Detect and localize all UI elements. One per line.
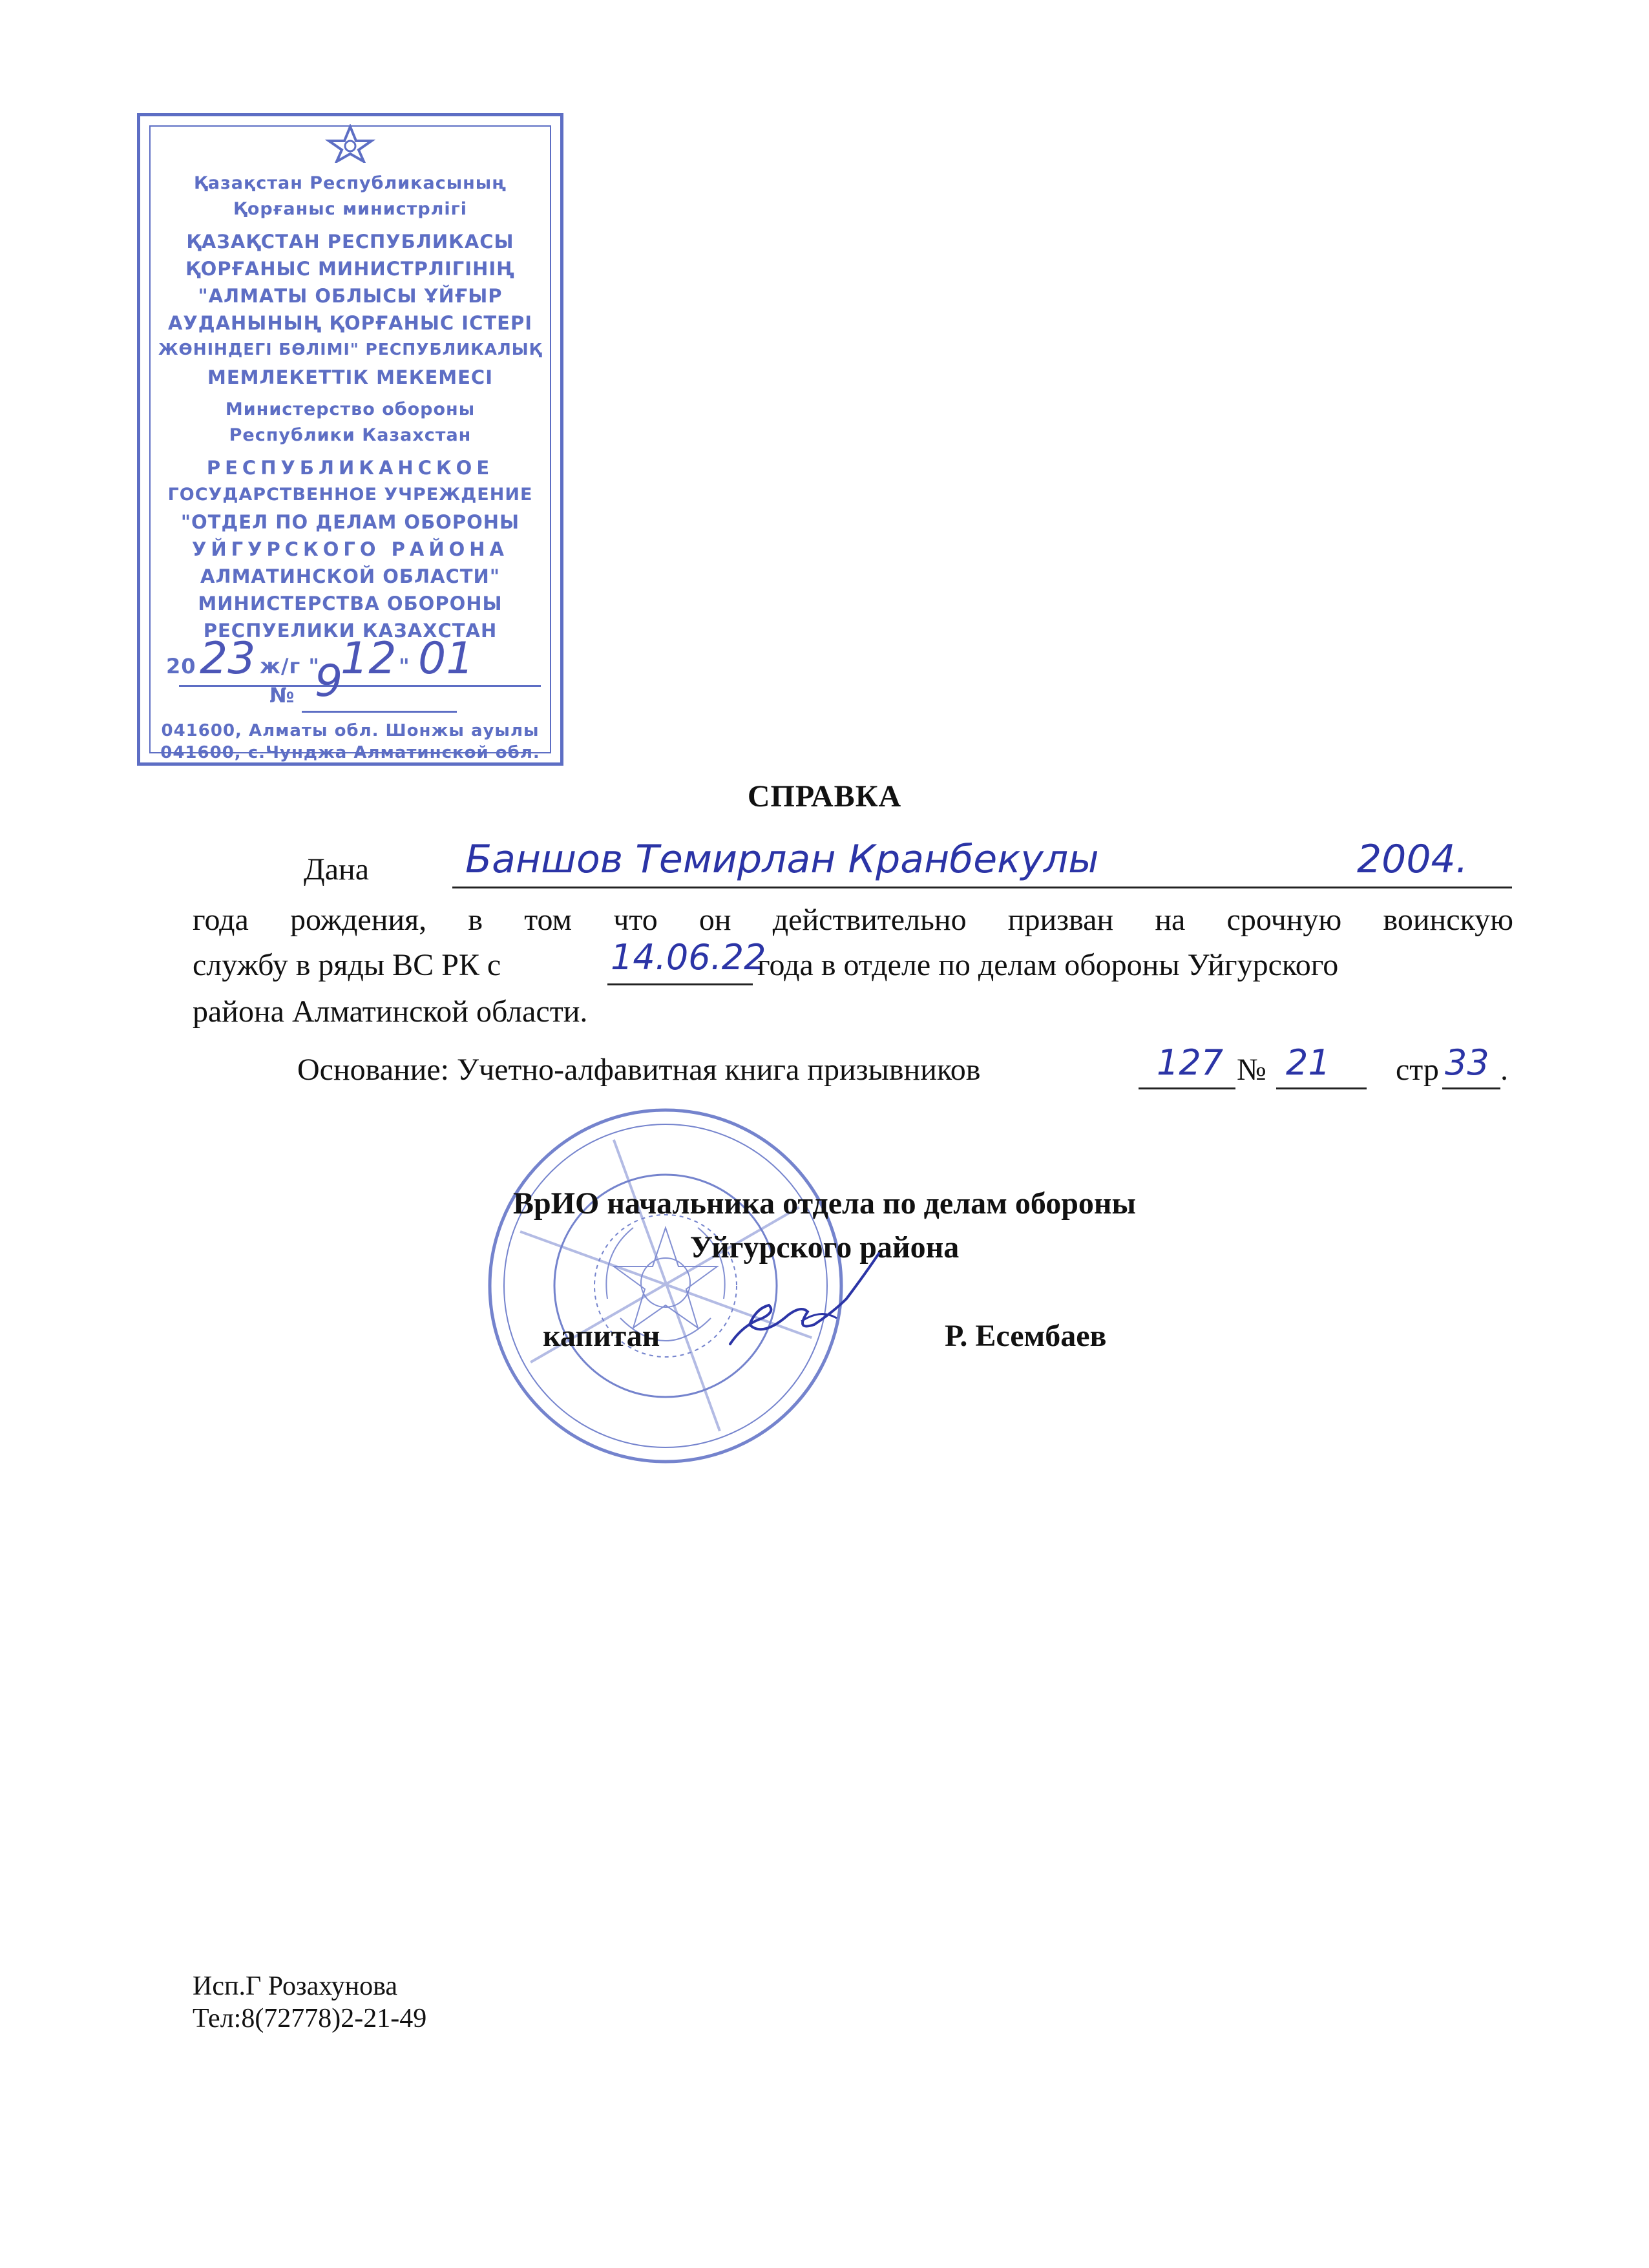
stamp-line: МЕМЛЕКЕТТІК МЕКЕМЕСІ (207, 366, 493, 388)
star-emblem-icon (140, 124, 560, 166)
basis-page-label: стр (1396, 1053, 1439, 1087)
stamp-line: РЕСПУЕЛИКИ КАЗАХСТАН (203, 620, 498, 642)
handwritten-name: Баншов Темирлан Кранбекулы (465, 837, 1099, 882)
executor-phone: Тел:8(72778)2-21-49 (193, 2004, 427, 2033)
stamp-number-value: 9 (315, 656, 343, 707)
stamp-line: Республики Казахстан (229, 425, 472, 445)
body-line: года рождения, в том что он действительно призван на срочную воинскую (193, 903, 1513, 937)
body-line: района Алматинской области. (193, 994, 588, 1029)
basis-label: Основание: Учетно-алфавитная книга призывников (297, 1053, 981, 1087)
handwritten-signature-icon (717, 1247, 885, 1363)
executor-name: Исп.Г Розахунова (193, 1971, 398, 2001)
stamp-date-underline (179, 685, 541, 687)
stamp-date-prefix: 20 (166, 654, 196, 678)
handwritten-conscription-date: 14.06.22 (611, 937, 766, 978)
stamp-date-month: 01 (418, 633, 474, 684)
signer-position-line: ВрИО начальника отдела по делам обороны (512, 1186, 1137, 1221)
stamp-line: ЖӨНІНДЕГІ БӨЛІМІ" РЕСПУБЛИКАЛЫҚ (158, 340, 543, 359)
stamp-number-label: № (269, 683, 295, 708)
stamp-date-suffix: ж/г " (260, 654, 320, 678)
document-title: СПРАВКА (747, 779, 902, 814)
stamp-line: Қазақстан Республикасының (193, 173, 507, 193)
handwritten-birth-year: 2004. (1357, 837, 1468, 882)
basis-end: . (1500, 1053, 1508, 1087)
stamp-line: АЛМАТИНСКОЙ ОБЛАСТИ" (200, 565, 500, 587)
stamp-address: 041600, с.Чунджа Алматинской обл. (160, 743, 540, 762)
signer-name: Р. Есембаев (945, 1319, 1107, 1353)
page-underline (1442, 1087, 1500, 1089)
stamp-line: "ОТДЕЛ ПО ДЕЛАМ ОБОРОНЫ (180, 511, 520, 533)
stamp-line: Қорғаныс министрлігі (233, 199, 468, 219)
stamp-line: МИНИСТЕРСТВА ОБОРОНЫ (198, 593, 503, 614)
body-line-end: года в отделе по делам обороны Уйгурского (757, 948, 1339, 982)
basis-number-label: № (1237, 1053, 1266, 1087)
signer-rank: капитан (543, 1319, 660, 1353)
handwritten-book-number: 127 (1157, 1042, 1224, 1083)
handwritten-page-number: 33 (1445, 1042, 1489, 1083)
stamp-number-underline (302, 711, 457, 713)
stamp-line: УЙГУРСКОГО РАЙОНА (192, 538, 509, 560)
stamp-line: ҚАЗАҚСТАН РЕСПУБЛИКАСЫ (186, 231, 514, 253)
stamp-line: "АЛМАТЫ ОБЛЫСЫ ҰЙҒЫР (198, 285, 503, 307)
stamp-line: ҚОРҒАНЫС МИНИСТРЛІГІНІҢ (185, 258, 515, 280)
given-label: Дана (304, 852, 370, 887)
stamp-address: 041600, Алматы обл. Шонжы ауылы (161, 721, 540, 740)
rectangular-stamp (137, 113, 563, 766)
stamp-date-year: 23 (200, 633, 256, 684)
stamp-date-mid: " (399, 654, 410, 678)
signer-position-line: Уйгурского района (689, 1230, 960, 1265)
date-underline (607, 983, 753, 985)
stamp-line: ГОСУДАРСТВЕННОЕ УЧРЕЖДЕНИЕ (167, 485, 533, 505)
stamp-line: Министерство обороны (225, 399, 476, 419)
handwritten-record-number: 21 (1286, 1042, 1330, 1083)
book-underline (1139, 1087, 1235, 1089)
record-underline (1276, 1087, 1367, 1089)
body-line-start: службу в ряды ВС РК с (193, 948, 501, 982)
stamp-line: РЕСПУБЛИКАНСКОЕ (206, 457, 494, 479)
stamp-date-day: 12 (341, 633, 397, 684)
name-underline (452, 887, 1512, 888)
stamp-line: АУДАНЫНЫҢ ҚОРҒАНЫС ІСТЕРІ (167, 312, 533, 334)
